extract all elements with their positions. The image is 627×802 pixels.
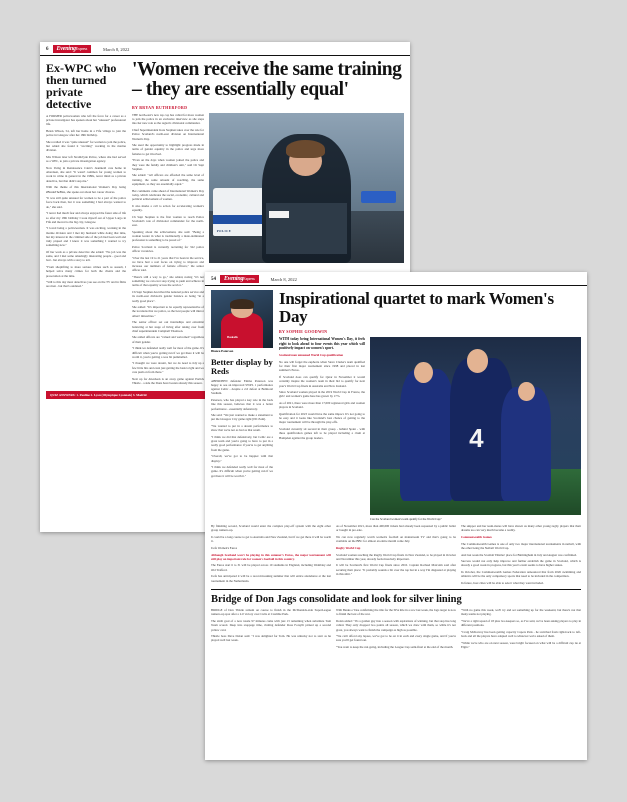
paragraph: "I never had much fear and always enjoyed the faster side of life so after my 18th birthday I took myself out of Upper Largo in Fife and moved to the big city, Glasgow. xyxy=(46,211,126,224)
page2-side-headline: Better display by Reds xyxy=(211,356,273,376)
page1-byline: BY BRYAN RUTHERFORD xyxy=(132,105,188,110)
paragraph: We can now regularly watch women's football on mainstream TV and that's going to be available on the BBC for almost an entire month come July. xyxy=(336,534,456,544)
page1-headline: 'Women receive the same training – they are essentially equal' xyxy=(132,59,402,100)
paragraph: Of her work as a private detective she added: "No job was the same, and I met some amazingly interesting people - good and bad - but always with a story to tell. xyxy=(46,249,126,263)
paragraph: She added: "All officers are afforded the same level of training, the same amount of coaching, the same equipment, so they are essentially equal." xyxy=(132,173,204,186)
paragraph: THE north-east's new top cop has called for more women to join the police in an exclusive interview as she steps into her new role as the region's divisional commander. xyxy=(132,113,204,126)
paragraph: Mrs Wilson later left Strathclyde Police, where she had served as a WPC, to join a private investigation agency. xyxy=(46,155,126,164)
paragraph: Dolan added: "It's a golden guy into a season with aspirations of winning, but that stop has long called. They only dropped two points all season, which we draw with them, so while it's not great, you always want to finish the campaign as high as possible. xyxy=(336,619,456,632)
page1-page-number: 6 xyxy=(46,46,49,52)
paragraph: Ch Supt Stephen described the national police service and its north-east division's gender balance as being "in a really good place". xyxy=(132,290,204,303)
paragraph: In October, the Commonwealth Games Federation announced that from 2026 swimming and athletics will be the only compulsory sports that need to be included in the competition. xyxy=(461,570,581,579)
photo-player-3 xyxy=(501,387,552,501)
page2-intro-text xyxy=(279,337,365,440)
masthead-logo-sub: Express xyxy=(75,46,88,51)
paragraph: "From shoplifting to more serious crimes such as assault, I helped solve many crimes for both the clients and the prosecution at the time. xyxy=(46,265,126,278)
paragraph: "I think we defended really well for most of the game. It's difficult when you're getting run if we get there it will be worth it, you're getting a wee bit pummelled. xyxy=(132,346,204,359)
page2-masthead xyxy=(205,272,587,286)
page2-footer-body xyxy=(205,608,587,655)
paragraph: Chief Superintendent Kate Stephen takes over the role for Police Scotland's north-east division on International Women's Day. xyxy=(132,128,204,141)
portrait-caption xyxy=(211,350,273,354)
portrait-hair xyxy=(230,299,255,309)
paragraph: Next up for Aberdeen is an away game against Partick Thistle - a side the Dons have beaten already this season. xyxy=(132,376,204,385)
paragraph: In future, host cities will be able to select what they want included. xyxy=(461,581,544,586)
paragraph: Commonwealth Games xyxy=(461,534,492,539)
paragraph: She added officers are "valued and welcomed" regardless of their gender. xyxy=(132,335,204,344)
page2-side-text xyxy=(211,379,273,478)
paragraph: It will be Scotland's first World Cup finals since 2010. Captain Rachael Malcolm said after securing their place: "It probably sounds a bit over the top but in a way I'm disgusted at playing in this shirt." xyxy=(336,563,456,576)
paragraph: Speaking about the achievement, she said: "Being a woman leader in what is traditionally a male-dominated profession is something to be proud of." xyxy=(132,229,204,243)
photo-player-head-2 xyxy=(467,349,488,372)
photo-player-1 xyxy=(400,369,455,501)
paragraph: "Over the last 19 to 21 years that I've been in the service, we have had a real focus on trying to improve and increase our numbers of female officers," the senior officer said. xyxy=(132,255,204,273)
paragraph: "I thought we were decent, but we do need to tidy up a few little bits and even just getting the basics right and we care push on from there." xyxy=(132,361,204,374)
paragraph: "There's still a way to go," she added, noting "it's not something we can ever stop trying to push and achieve in terms of that equality across the service." xyxy=(132,275,204,288)
paragraph: Uefa Women's Euros xyxy=(211,545,238,550)
paragraph-intro: WITH today being International Women's Day, it feels right to look ahead to four events this year which will positively impact on women's sport. xyxy=(279,337,365,351)
paragraph: It could be a long course to get to Australia and New Zealand, but if we get there it will be worth it. xyxy=(211,534,331,544)
paragraph: By finishing second, Scotland would enter the complex play-off system with the eight other group runners-up. xyxy=(211,524,331,533)
page2-lower-columns xyxy=(205,524,587,585)
masthead-logo-main-2: Evening xyxy=(224,276,244,282)
paragraph: She said: "We just wanted to make a statement to put the Glasgow City game right [00:15am]. xyxy=(211,413,273,422)
paragraph: Although Scotland won't be playing in this summer's Euros, the major tournament will still play an important role for women's football in this country. xyxy=(211,552,331,561)
photo-car-label: POLICE xyxy=(216,229,232,233)
page2-headline: Inspirational quartet to mark Women's Day xyxy=(279,289,554,326)
paragraph: The Euros start 6 to 31 will be played across 10 stadiums in England, including Wembley and Old Trafford. xyxy=(211,563,331,572)
page2-top xyxy=(205,286,587,524)
page2-divider xyxy=(211,589,581,590)
masthead-logo-main: Evening xyxy=(56,46,76,52)
paragraph: BRIDGE of Don Thistle remain on course to finish in the McDonalds-side SuperLeague runners-up spot after a 2-0 victory over Cults at Crombie Park. xyxy=(211,608,331,617)
paragraph: The sixth goal of a new tussle 97 minutes came with just 13 remaining when substitute Tom Team scored. Deep into stoppage time, visiting defender Ross Forsyth picked up a second yellow card. xyxy=(211,619,331,632)
portrait-caption-name: Bianca Paterson xyxy=(211,349,234,353)
page2-main xyxy=(279,290,581,524)
paragraph: Now living in Renaissance Cairn's Jeannield care home in Aberdeen, she said: "It wasn't common for young women to work in crime in general in the 1980s, never mind as a private detective, but that didn't stop me." xyxy=(46,166,126,183)
paragraph: ABERDEEN defender Emma Paterson was happy to see an improved SWPL 1 performance against Celtic - despite a 2-0 defeat at Balmoral Stadium. xyxy=(211,378,273,396)
page1-main-photo xyxy=(209,113,404,263)
page1-quiz-answers: QUIZ ANSWERS: 1. Pauline 2. Lyon (Olympique Lyonnais) 3. Madrid xyxy=(46,391,404,399)
page2-date: March 8, 2022 xyxy=(270,276,297,282)
paragraph: "We've a right squad of 18 plus two keepers so, as I've said, we've been asking players to play in different positions. xyxy=(461,619,581,628)
paragraph: She used the opportunity to highlight progress made in terms of gender equality in the police and urge more females to get involved. xyxy=(132,143,204,156)
paragraph: She added: "It's important to be equally representative of the locations that we police, so the best people will mirror others' minorities." xyxy=(132,305,204,318)
paragraph: If Scotland does can qualify for Qatar in November it would certainly inspire the women's team in their bid to qualify for next year's World Cup finals in Australia and New Zealand. xyxy=(279,375,365,388)
photo-officer-hair xyxy=(286,140,325,158)
newspaper-page-2 xyxy=(205,272,587,760)
paragraph: "Craig McKarvey has been getting capacity Capers Park - he switched from right-back to left-back and all the players have adapted well to whatever we're asked of them. xyxy=(461,630,581,639)
paragraph: "I think we defended really well for most of the game. It's difficult when you're getting run if we get there it will be worth it." xyxy=(211,465,273,478)
photo-blue-light xyxy=(361,191,396,203)
page1-body-column-1 xyxy=(132,113,204,385)
photo-officer-badge xyxy=(269,211,289,219)
paragraph: Success would not only help improve and further establish the game in Scotland, which is already a good week in progress, but this year's event seems to have higher stakes. xyxy=(461,559,581,568)
paragraph: "You want to keep the run going, including the League Cup semi-final at the end of the month. xyxy=(336,645,454,650)
paragraph: As of November 2021, more than 400,000 tickets had already been requested by a public ballot or bought in pre-sale. xyxy=(336,524,456,533)
masthead-logo-sub-2: Express xyxy=(243,276,255,281)
page2-page-number: 54 xyxy=(211,276,216,282)
page2-sidebar xyxy=(211,290,273,524)
masthead-logo-2 xyxy=(220,275,259,283)
paragraph: Helen Wilson, 54, left her home in a Fife village to join the police in Glasgow after her 18th birthday. xyxy=(46,129,126,138)
page2-byline: BY SOPHIE GOODWIN xyxy=(279,329,328,334)
photo-shirt-number: 4 xyxy=(469,423,484,454)
portrait-sponsor-logo: Boskalis xyxy=(227,334,238,339)
paragraph: "We can't afford any lapses, we've got to be on it in each and every single game, and if you're sure you'll get found out. xyxy=(336,634,456,643)
paragraph: Qualification for 2023 would have the same impact. It's not going to be easy and it looks like Scotland's best chance of getting to the major tournament will be through the play-offs. xyxy=(279,412,365,425)
paragraph: "Still to this day most detectives you see on the TV and in films are men - but that's outdated." xyxy=(46,280,126,289)
paragraph: Her comments came ahead of International Women's Day today, which celebrates the social, economic, cultural and political achievement of women. xyxy=(132,188,204,201)
paragraph: With Banks o' Dee confirming the title for the SFA title in a row last week, the Jags target is now to finish the best of the rest. xyxy=(336,608,456,617)
paragraph: Thistle boss Dave Dolan said: "I was delighted for Tom. He was unlucky not to start as he played well last week. xyxy=(211,634,331,643)
paragraph: "We wanted to put in a decent performance to show that we're not as bad as that result. xyxy=(211,424,273,433)
page1-date: March 8, 2022 xyxy=(103,46,130,52)
page2-continuation-text xyxy=(211,524,581,585)
paragraph: The skipper and her team-mates will have shown us many other young rugby players that their dreams too can very much become a reality. xyxy=(461,524,581,533)
paragraph: Police Scotland is currently recruiting for 322 police officer vacancies. xyxy=(132,244,204,253)
paragraph: Ch Supt Stephen is the first woman to reach Police Scotland's role of divisional commander for the north-east. xyxy=(132,214,204,227)
page2-footer-text xyxy=(211,608,581,649)
page2-photo-caption: Can the Scotland women's team qualify for the World Cup? xyxy=(370,517,442,521)
portrait-kit xyxy=(221,313,263,348)
masthead-logo xyxy=(53,45,92,53)
page1-masthead xyxy=(40,42,410,56)
page2-portrait-photo xyxy=(211,290,273,348)
paragraph: Since Scotland women played in the 2019 World Cup in France, the girls' and women's game here has grown by 17%. xyxy=(279,390,365,399)
paragraph: "Even on the days when women joined the police and they were the family and children's unit," said Ch Supt Stephen. xyxy=(132,158,204,171)
page1-left-column xyxy=(46,60,126,387)
paragraph: With the theme of this International Women's Day being #BreakTheBias, she spoke out about her career choices. xyxy=(46,185,126,194)
page2-main-photo xyxy=(370,337,581,515)
photo-player-head-3 xyxy=(518,382,535,402)
paragraph: Rugby World Cup xyxy=(336,545,361,550)
paragraph: As of 2021, there were more than 17,000 registered girls and women players in Scotland. xyxy=(279,401,365,410)
paragraph: "I loved being a policewoman. It was exciting, working in the marine division and I met my husband while doing that time, but my interest in the criminal side of the job had been well and truly piqued and I knew it was something I wanted to try something new." xyxy=(46,226,126,248)
paragraph: "I think we did that defensively, but Celtic are a great team and you're going to have to put in a really good performance if you're to get anything from the game. xyxy=(211,435,273,452)
paragraph: Uefa has anticipated it will be a record-breaking summer that will entice attendance at the last tournament in the Netherlands. xyxy=(211,574,331,583)
paragraph: Paterson, who has played a key role in the back line this season, believes that it was a better performance - essentially defensively. xyxy=(211,398,273,411)
page1-sidebar-text xyxy=(46,114,126,289)
paragraph: "While we're who are on next season, were bright focused on what will be a difficult cup tie at Elgin." xyxy=(461,640,581,650)
paragraph: Scotland men unnamed World Cup qualification xyxy=(279,353,344,358)
page2-footer-headline: Bridge of Don Jags consolidate and look for silver lining xyxy=(211,594,462,606)
paragraph: Scotland currently sit second in their group - behind Spain - with three qualification games left to be played including a clash at Hampden against the group leaders. xyxy=(279,427,365,440)
paragraph: A FORMER policewoman who left the force for a career as a private investigator has spoken about her "unusual" professional life. xyxy=(46,114,126,127)
paragraph: And last week the Scottish Thistles' place for Birmingham in July and August was confirmed. xyxy=(461,552,577,557)
paragraph: It also marks a call to action for accelerating women's equality. xyxy=(132,203,204,212)
paragraph: The senior officer set out internships and extremist balancing at her stage of living after taking over from chief superintendent Campbell Thomson. xyxy=(132,320,204,333)
paragraph: "Overall, we've got to be happier with that display." xyxy=(211,454,273,463)
paragraph: She recalled it was "quite unusual" for women to join the police, but added she found it "exciting" working in the marine division. xyxy=(46,140,126,153)
paragraph: Scotland women reaching the Rugby World Cup finals in New Zealand, to be played in October and November this year, already feels massively important. xyxy=(336,552,456,561)
paragraph: "It was still quite unusual for women to be a part of the police force back then, but it was something I had always wanted to do," she said. xyxy=(46,196,126,209)
page1-sidebar-headline: Ex-WPC who then turned private detective xyxy=(46,61,117,111)
paragraph: The Commonwealth Games is one of only two major international tournaments in netball, with the other being the Netball World Cup. xyxy=(461,541,581,550)
paragraph: "With no game this week, we'll try and set something up for the weekend, but there's not that many teams not playing. xyxy=(461,608,581,617)
paragraph: No one will forget the euphoria when Steve Clarke's team qualified for their first major tournament since 1998 and placed in last summer's Euros. xyxy=(279,359,365,373)
